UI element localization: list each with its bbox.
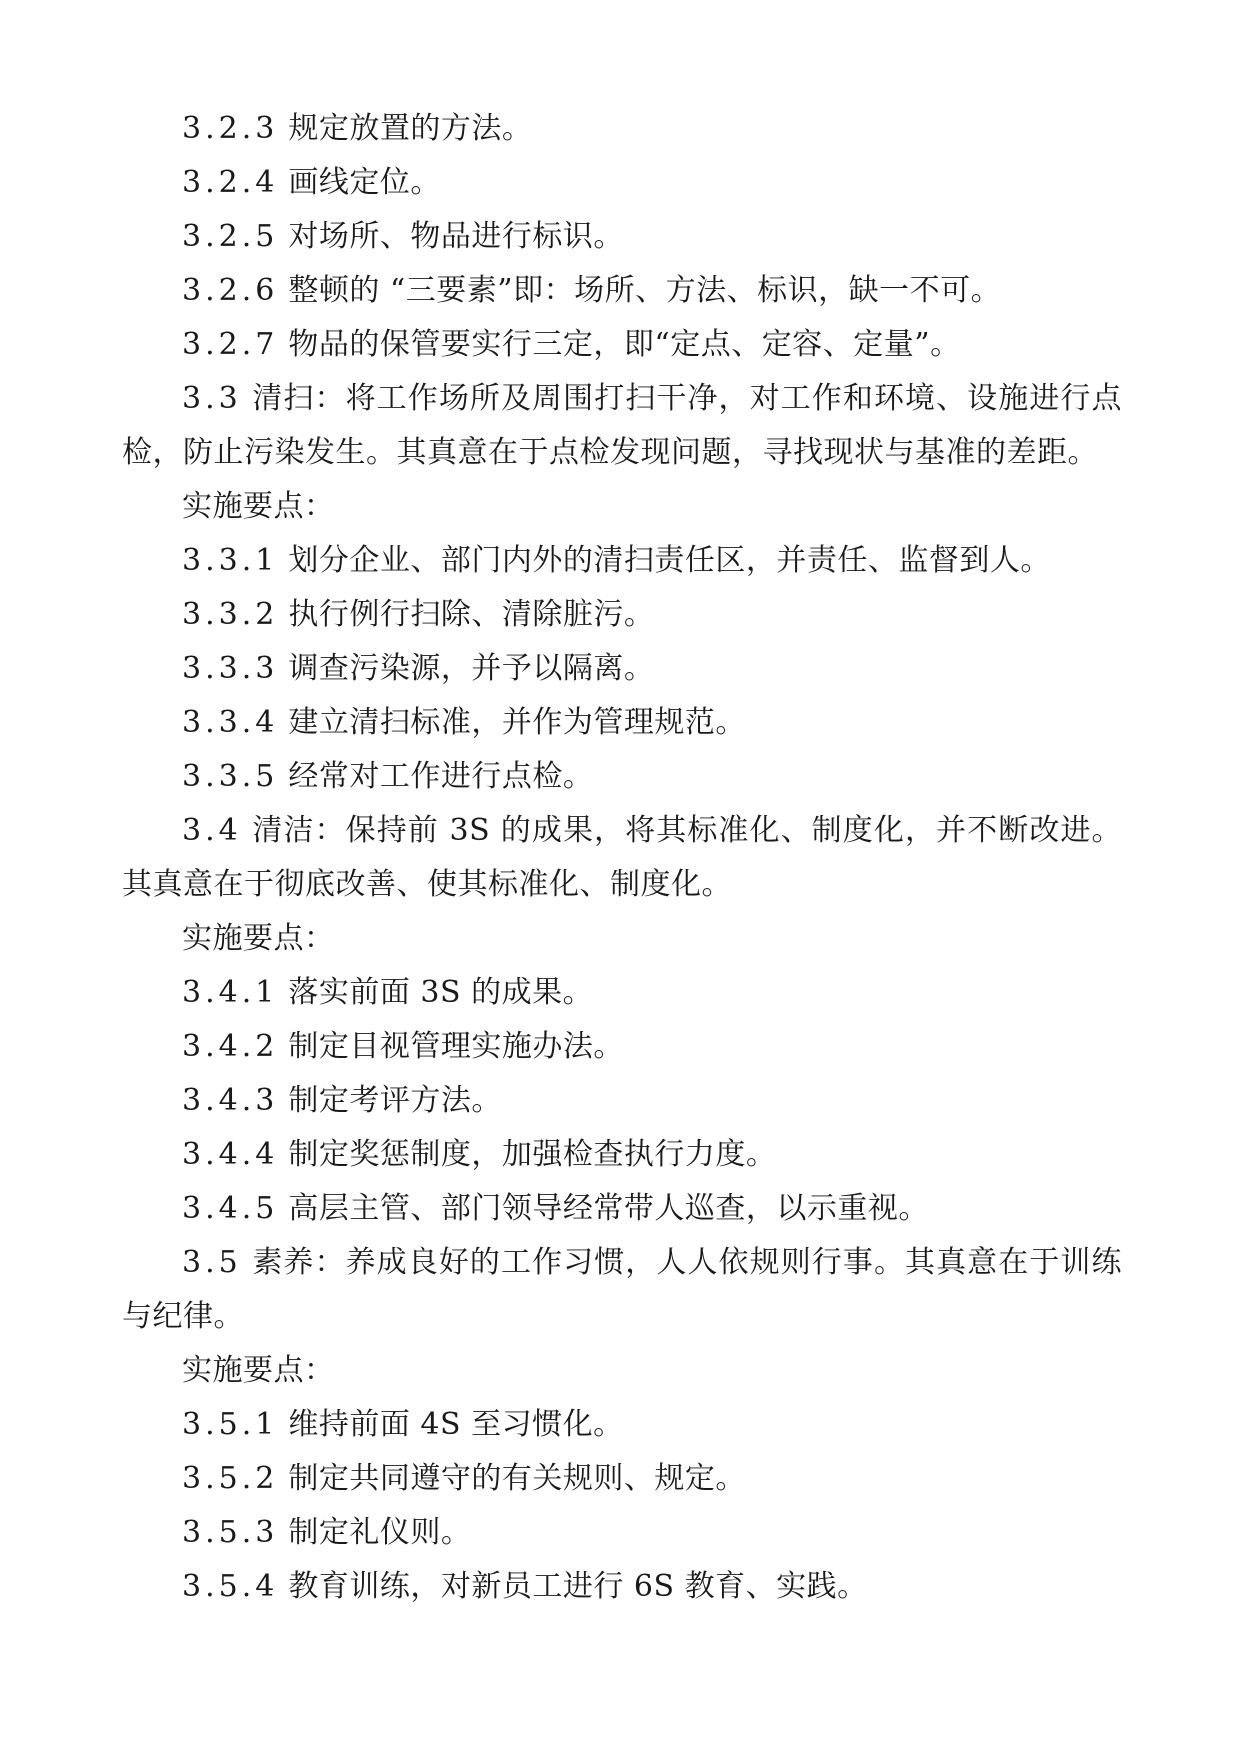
clause-text: 执行例行扫除、清除脏污。 xyxy=(288,597,655,632)
clause-number: 3.2.6 xyxy=(182,273,279,308)
clause-text: 对场所、物品进行标识。 xyxy=(288,219,624,254)
clause-text: 画线定位。 xyxy=(288,165,441,200)
clause-text: 调查污染源，并予以隔离。 xyxy=(288,651,655,686)
paragraph-3-5-3 xyxy=(122,1506,1122,1560)
document-page xyxy=(122,102,1122,1614)
clause-text: 制定奖惩制度，加强检查执行力度。 xyxy=(288,1137,777,1172)
clause-number: 3.3.2 xyxy=(182,597,279,632)
clause-text: 制定共同遵守的有关规则、规定。 xyxy=(288,1461,746,1496)
clause-text: 划分企业、部门内外的清扫责任区，并责任、监督到人。 xyxy=(288,543,1051,578)
paragraph-implementation-points xyxy=(122,1344,1122,1398)
paragraph-3-5 xyxy=(122,1236,1122,1344)
clause-number: 3.4.3 xyxy=(182,1083,279,1118)
clause-text: 落实前面 3S 的成果。 xyxy=(288,975,594,1010)
clause-text: 规定放置的方法。 xyxy=(288,111,533,146)
clause-text: 制定礼仪则。 xyxy=(288,1515,472,1550)
paragraph-3-4-3 xyxy=(122,1074,1122,1128)
paragraph-3-2-4 xyxy=(122,156,1122,210)
clause-number: 3.5.3 xyxy=(182,1515,279,1550)
clause-number: 3.2.7 xyxy=(182,327,279,362)
paragraph-3-4 xyxy=(122,804,1122,912)
clause-number: 3.4.1 xyxy=(182,975,279,1010)
clause-number: 3.5.2 xyxy=(182,1461,279,1496)
clause-text: 维持前面 4S 至习惯化。 xyxy=(288,1407,624,1442)
clause-number: 3.3.5 xyxy=(182,759,279,794)
paragraph-3-3 xyxy=(122,372,1122,480)
clause-number: 3.3 xyxy=(182,381,242,416)
paragraph-3-5-1 xyxy=(122,1398,1122,1452)
paragraph-3-3-3 xyxy=(122,642,1122,696)
clause-text: 经常对工作进行点检。 xyxy=(288,759,594,794)
clause-number: 3.4.4 xyxy=(182,1137,279,1172)
clause-text: 物品的保管要实行三定，即“定点、定容、定量”。 xyxy=(288,327,961,362)
paragraph-implementation-points xyxy=(122,912,1122,966)
paragraph-3-5-2 xyxy=(122,1452,1122,1506)
clause-number: 3.5 xyxy=(182,1245,242,1280)
clause-text: 素养：养成良好的工作习惯，人人依规则行事。其真意在于训练与纪律。 xyxy=(122,1245,1122,1334)
clause-text: 清扫：将工作场所及周围打扫干净，对工作和环境、设施进行点检，防止污染发生。其真意在于点检发现问题，寻找现状与基准的差距。 xyxy=(122,381,1122,470)
paragraph-3-3-5 xyxy=(122,750,1122,804)
paragraph-3-4-5 xyxy=(122,1182,1122,1236)
clause-text: 实施要点： xyxy=(182,921,335,956)
clause-number: 3.2.3 xyxy=(182,111,279,146)
paragraph-3-2-7 xyxy=(122,318,1122,372)
paragraph-3-4-1 xyxy=(122,966,1122,1020)
paragraph-3-4-4 xyxy=(122,1128,1122,1182)
clause-number: 3.3.3 xyxy=(182,651,279,686)
clause-text: 清洁：保持前 3S 的成果，将其标准化、制度化，并不断改进。其真意在于彻底改善、使其标准化、制度化。 xyxy=(122,813,1122,902)
clause-text: 建立清扫标准，并作为管理规范。 xyxy=(288,705,746,740)
clause-text: 实施要点： xyxy=(182,1353,335,1388)
paragraph-3-3-2 xyxy=(122,588,1122,642)
clause-number: 3.2.5 xyxy=(182,219,279,254)
clause-text: 制定目视管理实施办法。 xyxy=(288,1029,624,1064)
paragraph-3-2-6 xyxy=(122,264,1122,318)
paragraph-3-2-3 xyxy=(122,102,1122,156)
paragraph-3-3-1 xyxy=(122,534,1122,588)
clause-number: 3.3.4 xyxy=(182,705,279,740)
paragraph-implementation-points xyxy=(122,480,1122,534)
clause-text: 制定考评方法。 xyxy=(288,1083,502,1118)
clause-number: 3.2.4 xyxy=(182,165,279,200)
clause-text: 实施要点： xyxy=(182,489,335,524)
clause-number: 3.5.4 xyxy=(182,1569,279,1604)
clause-text: 教育训练，对新员工进行 6S 教育、实践。 xyxy=(288,1569,868,1604)
paragraph-3-2-5 xyxy=(122,210,1122,264)
paragraph-3-5-4 xyxy=(122,1560,1122,1614)
clause-number: 3.4 xyxy=(182,813,242,848)
clause-number: 3.4.5 xyxy=(182,1191,279,1226)
clause-number: 3.5.1 xyxy=(182,1407,279,1442)
clause-number: 3.4.2 xyxy=(182,1029,279,1064)
clause-text: 整顿的 “三要素”即：场所、方法、标识，缺一不可。 xyxy=(288,273,1002,308)
clause-number: 3.3.1 xyxy=(182,543,279,578)
paragraph-3-3-4 xyxy=(122,696,1122,750)
paragraph-3-4-2 xyxy=(122,1020,1122,1074)
clause-text: 高层主管、部门领导经常带人巡查，以示重视。 xyxy=(288,1191,929,1226)
